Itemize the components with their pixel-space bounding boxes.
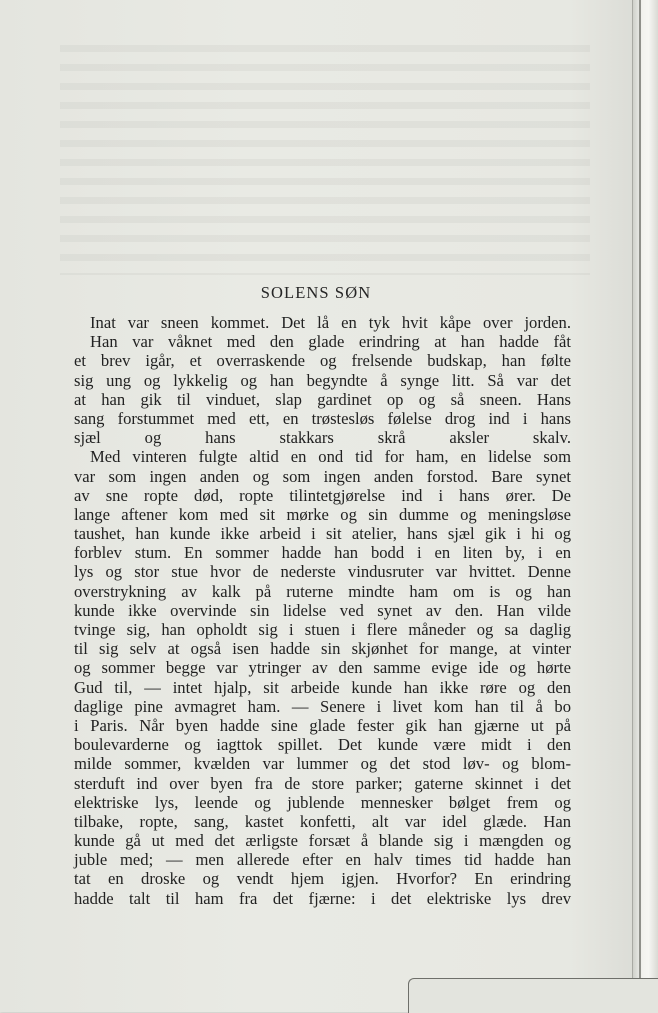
- text-line: Med vinteren fulgte altid en ond tid for ham, en lidelse som: [90, 447, 571, 467]
- text-line: tat en droske og vendt hjem igjen. Hvorfor? En erindring: [74, 869, 571, 889]
- text-line: og sommer begge var ytringer av den samme evige ide og hørte: [74, 658, 571, 678]
- text-line: sjæl og hans stakkars skrå aksler skalv.: [74, 428, 571, 448]
- page-tab: [408, 978, 658, 1013]
- text-line: Han var våknet med den glade erindring at han hadde fåt: [90, 332, 571, 352]
- text-line: tvinge sig, han opholdt sig i stuen i flere måneder og sa daglig: [74, 620, 571, 639]
- book-spine: [632, 0, 658, 1012]
- text-line: et brev igår, et overraskende og frelsende budskap, han følte: [74, 351, 571, 371]
- text-line: sang forstummet med ett, en trøstesløs følelse drog ind i hans: [74, 408, 571, 428]
- text-line: sig ung og lykkelig og han begyndte å synge litt. Så var det: [74, 370, 571, 390]
- text-line: daglige pine avmagret ham. — Senere i livet kom han til å bo: [74, 696, 571, 716]
- body-text: [74, 313, 571, 908]
- text-line: i Paris. Når byen hadde sine glade fester gik han gjærne ut på: [74, 715, 571, 735]
- text-line: kunde ikke overvinde sin lidelse ved synet av den. Han vilde: [74, 600, 571, 620]
- text-line: til sig selv at også isen hadde sin skjønhet for mange, at vinter: [74, 639, 571, 659]
- text-line: overstrykning av kalk på ruterne mindte ham om is og han: [74, 581, 571, 601]
- text-line: kunde gå ut med det ærligste forsæt å blande sig i mængden og: [74, 831, 571, 851]
- text-line: lys og stor stue hvor de nederste vindusruter var hvittet. Denne: [74, 562, 571, 582]
- text-line: av sne ropte død, ropte tilintetgjørelse ind i hans ører. De: [74, 485, 571, 505]
- text-line: Gud til, — intet hjalp, sit arbeide kunde han ikke røre og den: [74, 677, 571, 697]
- text-line: juble med; — men allerede efter en halv times tid hadde han: [74, 850, 571, 870]
- text-line: elektriske lys, leende og jublende mennesker bølget frem og: [74, 792, 571, 812]
- text-line: lange aftener kom med sit mørke og sin dumme og meningsløse: [74, 504, 571, 524]
- text-line: forblev stum. En sommer hadde han bodd i en liten by, i en: [74, 543, 571, 563]
- text-line: tilbake, ropte, sang, kastet konfetti, alt var idel glæde. Han: [74, 811, 571, 831]
- spine-edge: [639, 0, 641, 1012]
- text-line: sterduft ind over byen fra de store parker; gaterne skinnet i det: [74, 773, 571, 793]
- text-line: Inat var sneen kommet. Det lå en tyk hvit kåpe over jorden.: [90, 313, 571, 332]
- text-line: milde sommer, kvælden var lummer og det stod løv- og blom-: [74, 754, 571, 774]
- text-line: var som ingen anden og som ingen anden forstod. Bare synet: [74, 466, 571, 486]
- text-line: hadde talt til ham fra det fjærne: i det elektriske lys drev: [74, 888, 571, 908]
- text-line: at han gik til vinduet, slap gardinet op og så sneen. Hans: [74, 389, 571, 409]
- text-line: taushet, han kunde ikke arbeid i sit atelier, hans sjæl gik i hi og: [74, 524, 571, 544]
- show-through-text: [60, 45, 590, 275]
- text-line: boulevarderne og iagttok spillet. Det kunde være midt i den: [74, 735, 571, 755]
- chapter-title: SOLENS SØN: [260, 283, 372, 302]
